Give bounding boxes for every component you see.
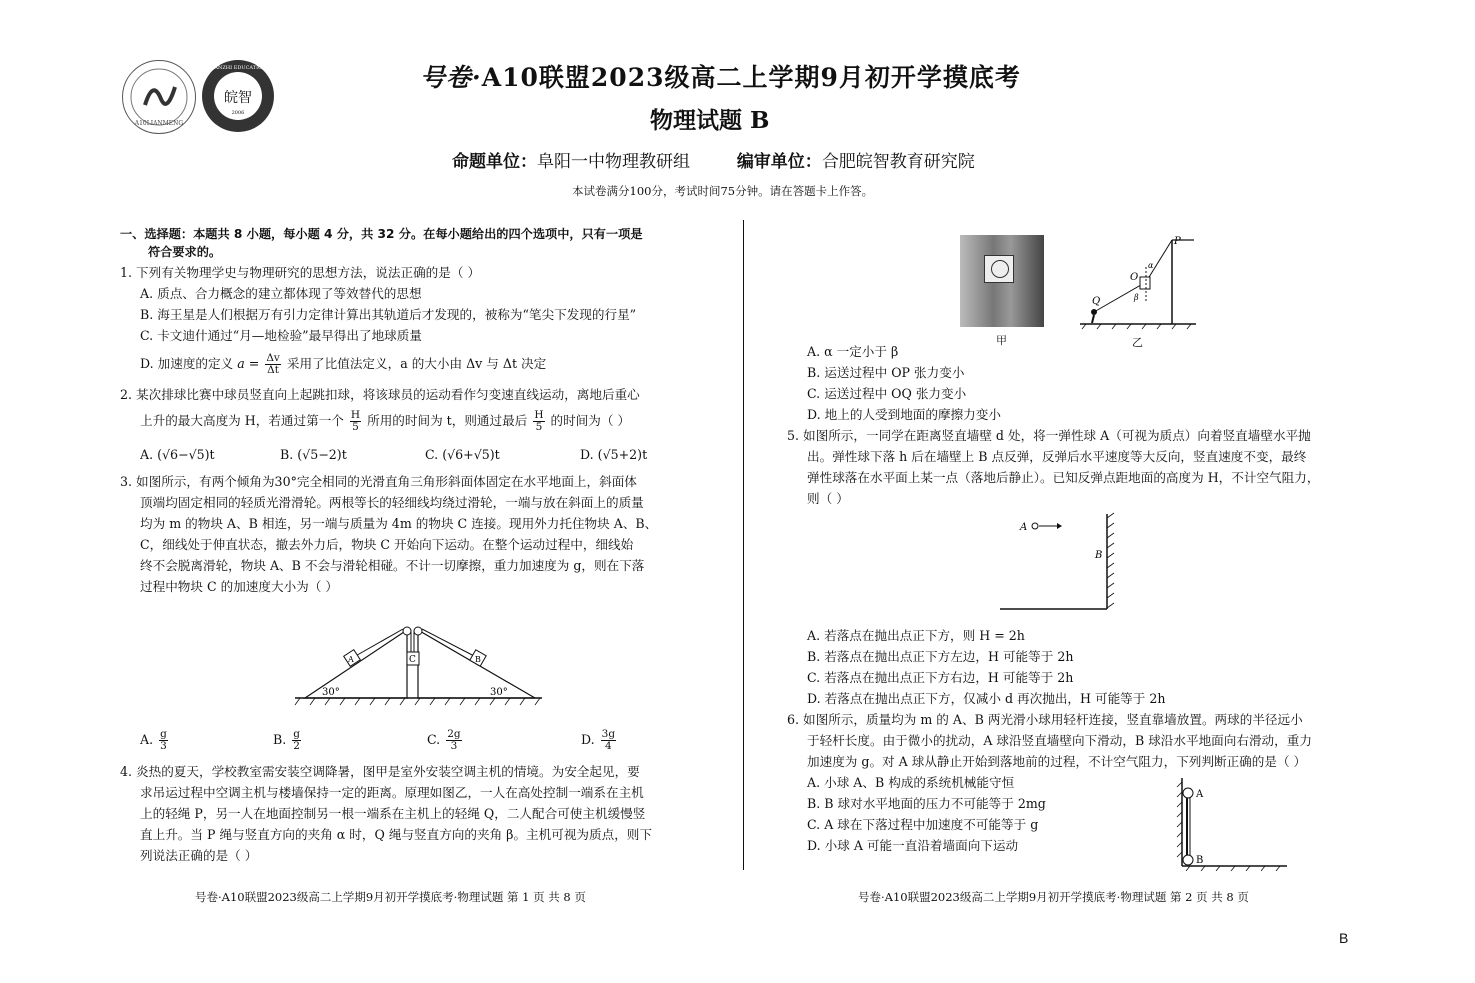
q4-line: 4. 炎热的夏天，学校教室需安装空调降暑，图甲是室外安装空调主机的情境。为安全起见，要 — [120, 764, 640, 779]
exam-title — [420, 58, 1021, 94]
q1-option-a: A. 质点、合力概念的建立都体现了等效替代的思想 — [140, 286, 422, 301]
q1-d-post: 采用了比值法定义，a 的大小由 Δv 与 Δt 决定 — [286, 356, 547, 371]
q2-frac-2 — [533, 410, 544, 433]
q2-line2 — [140, 406, 630, 436]
q3-opt-num: g — [293, 728, 301, 740]
q5-option-c: C. 若落点在抛出点正下方右边，H 可能等于 2h — [807, 670, 1074, 685]
q4-label-beta: β — [1134, 293, 1139, 302]
q5-line: 则（ ） — [807, 491, 849, 506]
q2-frac2-den: 5 — [535, 421, 543, 433]
q5-label-a: A — [1020, 522, 1028, 533]
q1-d-den: Δt — [267, 364, 279, 376]
units-line — [452, 147, 975, 172]
q6-option-c: C. A 球在下落过程中加速度不可能等于 g — [807, 817, 1039, 832]
q3-line: 3. 如图所示，有两个倾角为30°完全相同的光滑直角三角形斜面体固定在水平地面上，斜面体 — [120, 474, 637, 489]
q3-option-d — [581, 722, 618, 758]
q4-label-q: Q — [1092, 296, 1101, 307]
q4-line: 求吊运过程中空调主机与楼墙保持一定的距离。原理如图乙，一人在高处控制一端系在主机 — [140, 785, 644, 800]
q5-option-b: B. 若落点在抛出点正下方左边，H 可能等于 2h — [807, 649, 1074, 664]
q4-label-o: O — [1130, 272, 1139, 283]
q4-option-a: A. α 一定小于 β — [807, 344, 899, 359]
q6-label-b: B — [1196, 855, 1204, 866]
q3-line: 过程中物块 C 的加速度大小为（ ） — [140, 579, 338, 594]
q2-line2-c: 的时间为（ ） — [550, 413, 631, 428]
author-unit-label: 命题单位： — [452, 152, 537, 172]
q2-option-b: B. (√5−2)t — [280, 447, 347, 462]
q3-figure — [290, 620, 550, 710]
q6-line: 于轻杆长度。由于微小的扰动，A 球沿竖直墙壁向下滑动，B 球沿水平地面向右滑动，重力 — [807, 733, 1312, 748]
q5-line: 5. 如图所示，一同学在距离竖直墙壁 d 处，将一弹性球 A（可视为质点）向着竖直墙壁水平抛 — [787, 428, 1311, 443]
q3-opt-frac — [159, 729, 168, 752]
q1-d-fraction — [265, 353, 281, 376]
q5-figure — [995, 510, 1120, 615]
q6-option-b: B. B 球对水平地面的压力不可能等于 2mg — [807, 796, 1046, 811]
q2-line2-b: 所用的时间为 t，则通过最后 — [367, 413, 528, 428]
q4-label-p: P — [1174, 236, 1181, 247]
left-logo-text: A10LIANMENG — [134, 120, 184, 127]
q1-d-var: a — [237, 356, 245, 371]
q2-frac2-num: H — [534, 409, 544, 421]
right-logo-text: WANZHI EDUCATION — [209, 65, 267, 71]
column-divider — [743, 220, 744, 870]
q2-line1: 2. 某次排球比赛中球员竖直向上起跳扣球，将该球员的运动看作匀变速直线运动，离地后重心 — [120, 387, 640, 402]
section-heading: 一、选择题：本题共 8 小题，每小题 4 分，共 32 分。在每小题给出的四个选项中，只有一项是 — [120, 227, 643, 241]
exam-subtitle: 物理试题 B — [650, 107, 770, 134]
q4-label-alpha: α — [1148, 261, 1154, 270]
left-logo — [122, 60, 196, 134]
q2-frac1-den: 5 — [352, 421, 359, 433]
q3-opt-den: 3 — [160, 740, 167, 752]
q1-option-b: B. 海王星是人们根据万有引力定律计算出其轨道后才发现的，被称为“笔尖下发现的行星” — [140, 307, 637, 322]
q3-option-b — [273, 722, 303, 758]
page-mark: B — [1339, 930, 1349, 946]
q1-d-pre: D. 加速度的定义 — [140, 356, 234, 371]
q1-option-c: C. 卡文迪什通过“月—地检验”最早得出了地球质量 — [140, 328, 422, 343]
q4-photo — [960, 235, 1044, 327]
q1-d-num: Δv — [266, 352, 280, 364]
right-logo-year: 2006 — [231, 110, 245, 116]
q3-opt-den: 2 — [293, 740, 300, 752]
q3-opt-den: 3 — [450, 740, 458, 752]
q1-option-d: D. 加速度的定义 a = $\frac{\Delta v}{\Delta t}$ 采用了比值法定义，a 的大小由 Δv 与 Δt 决定 — [140, 352, 547, 376]
review-unit: 合肥皖智教育研究院 — [821, 152, 975, 172]
q3-opt-label: D. — [581, 732, 595, 747]
q6-option-d: D. 小球 A 可能一直沿着墙面向下运动 — [807, 838, 1019, 853]
q5-label-b: B — [1095, 550, 1103, 561]
q4-line: 上的轻绳 P，另一人在地面控制另一根一端系在主机上的轻绳 Q，二人配合可使主机缓慢竖 — [140, 806, 646, 821]
q3-label-c: C — [409, 655, 416, 665]
q5-line: 弹性球落在水平面上某一点（落地后静止）。已知反弹点距地面的高度为 H，不计空气阻力， — [807, 470, 1320, 485]
q5-option-d: D. 若落点在抛出点正下方，仅减小 d 再次抛出，H 可能等于 2h — [807, 691, 1166, 706]
q3-opt-num: 2g — [447, 728, 461, 740]
fan-icon — [991, 260, 1009, 278]
q4-fig-label-yi: 乙 — [1132, 336, 1143, 349]
q2-frac1-num: H — [350, 409, 361, 421]
q5-line: 出。弹性球下落 h 后在墙壁上 B 点反弹，反弹后水平速度等大反向，竖直速度不变，最终 — [807, 449, 1307, 464]
author-unit: 阜阳一中物理教研组 — [537, 152, 690, 172]
q2-frac-1 — [350, 410, 361, 433]
ac-unit — [984, 255, 1014, 283]
q6-figure — [1175, 776, 1290, 871]
brand-mark: 号卷· — [420, 63, 482, 92]
q3-angle-left: 30° — [322, 687, 340, 698]
q4-option-c: C. 运送过程中 OQ 张力变小 — [807, 386, 967, 401]
q3-angle-right: 30° — [490, 687, 508, 698]
q4-option-b: B. 运送过程中 OP 张力变小 — [807, 365, 965, 380]
q2-line2-a: 上升的最大高度为 H，若通过第一个 — [140, 413, 344, 428]
q3-label-b: B — [475, 655, 481, 664]
q3-opt-label: C. — [427, 732, 441, 747]
section-heading-cont: 符合要求的。 — [148, 245, 222, 259]
q6-line: 6. 如图所示，质量均为 m 的 A、B 两光滑小球用轻杆连接，竖直靠墙放置。两球的半径远小 — [787, 712, 1303, 727]
review-unit-label: 编审单位： — [736, 152, 822, 172]
q3-opt-num: 3g — [601, 728, 616, 740]
q3-opt-label: B. — [273, 732, 287, 747]
right-logo-icon — [202, 60, 274, 132]
q6-line: 加速度为 g。对 A 球从静止开始到落地前的过程，不计空气阻力，下列判断正确的是（ ） — [807, 754, 1307, 769]
q5-option-a: A. 若落点在抛出点正下方，则 H = 2h — [807, 628, 1025, 643]
q6-option-a: A. 小球 A、B 构成的系统机械能守恒 — [807, 775, 1015, 790]
right-logo-center: 皖智 — [224, 90, 252, 106]
q3-opt-frac — [292, 729, 301, 752]
q3-line: C，细线处于伸直状态，撤去外力后，物块 C 开始向下运动。在整个运动过程中，细线始 — [140, 537, 634, 552]
footer-right: 号卷·A10联盟2023级高二上学期9月初开学摸底考·物理试题 第 2 页 共 8 页 — [858, 890, 1249, 904]
q4-line: 直上升。当 P 绳与竖直方向的夹角 α 时，Q 绳与竖直方向的夹角 β。主机可视为质点，则下 — [140, 827, 652, 842]
q6-label-a: A — [1196, 789, 1204, 800]
q1-stem: 1. 下列有关物理学史与物理研究的思想方法，说法正确的是（ ） — [120, 265, 481, 280]
q4-line: 列说法正确的是（ ） — [140, 848, 258, 863]
right-logo — [202, 60, 274, 132]
q3-opt-den: 4 — [605, 740, 612, 752]
q3-option-c — [427, 722, 464, 758]
q3-opt-frac — [601, 729, 616, 752]
q4-diagram — [1076, 232, 1201, 332]
q3-opt-label: A. — [140, 732, 154, 747]
exam-note: 本试卷满分100分，考试时间75分钟。请在答题卡上作答。 — [572, 184, 874, 198]
q4-fig-label-jia: 甲 — [996, 334, 1007, 347]
left-logo-icon — [123, 61, 195, 133]
q3-line: 顶端均固定相同的轻质光滑滑轮。两根等长的轻细线均绕过滑轮，一端与放在斜面上的质量 — [140, 495, 644, 510]
q2-option-a: A. (√6−√5)t — [140, 447, 215, 462]
q3-opt-frac — [446, 729, 461, 752]
q2-option-c: C. (√6+√5)t — [425, 447, 500, 462]
q4-option-d: D. 地上的人受到地面的摩擦力变小 — [807, 407, 1001, 422]
q3-label-a: A — [348, 655, 354, 664]
q3-opt-num: g — [160, 728, 167, 740]
q2-option-d: D. (√5+2)t — [580, 447, 648, 462]
q3-option-a — [140, 722, 170, 758]
q3-line: 均为 m 的物块 A、B 相连，另一端与质量为 4m 的物块 C 连接。现用外力托住物块 A、B、 — [140, 516, 658, 531]
exam-title-text: A10联盟2023级高二上学期9月初开学摸底考 — [481, 63, 1021, 92]
footer-left: 号卷·A10联盟2023级高二上学期9月初开学摸底考·物理试题 第 1 页 共 8 页 — [195, 890, 586, 904]
q3-line: 终不会脱离滑轮，物块 A、B 不会与滑轮相碰。不计一切摩擦，重力加速度为 g，则在下落 — [140, 558, 645, 573]
